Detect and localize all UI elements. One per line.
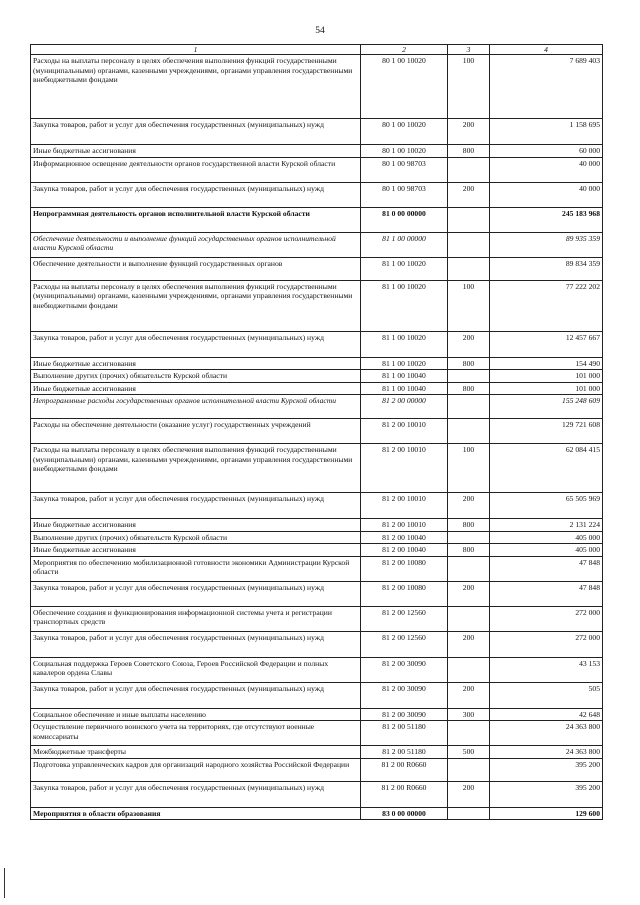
row-type	[448, 556, 490, 581]
row-amount: 62 084 415	[490, 444, 603, 493]
row-amount: 24 363 800	[490, 721, 603, 746]
row-code: 81 1 00 00000	[361, 232, 448, 257]
row-name: Иные бюджетные ассигнования	[31, 382, 361, 394]
row-type	[448, 606, 490, 631]
row-type: 800	[448, 145, 490, 157]
row-code: 81 2 00 51180	[361, 721, 448, 746]
header-col-3: 3	[448, 45, 490, 55]
table-row	[31, 758, 603, 781]
row-amount: 2 131 224	[490, 519, 603, 531]
row-amount: 60 000	[490, 145, 603, 157]
row-name: Иные бюджетные ассигнования	[31, 519, 361, 531]
row-type	[448, 758, 490, 781]
row-type	[448, 207, 490, 232]
row-name: Закупка товаров, работ и услуг для обеспечения государственных (муниципальных) нужд	[31, 581, 361, 606]
table-row	[31, 581, 603, 606]
row-name: Обеспечение деятельности и выполнение функций государственных органов	[31, 257, 361, 280]
row-type: 800	[448, 357, 490, 369]
row-amount: 129 600	[490, 807, 603, 819]
row-type: 200	[448, 631, 490, 657]
row-code: 80 1 00 98703	[361, 157, 448, 182]
row-type: 200	[448, 581, 490, 606]
table-row	[31, 781, 603, 807]
row-code: 81 2 00 30090	[361, 708, 448, 720]
table-body	[31, 55, 603, 820]
row-amount: 40 000	[490, 157, 603, 182]
header-col-4: 4	[490, 45, 603, 55]
row-amount: 405 000	[490, 531, 603, 543]
row-code: 81 2 00 30090	[361, 682, 448, 708]
row-code: 81 2 00 10010	[361, 519, 448, 531]
row-name: Выполнение других (прочих) обязательств Курской области	[31, 370, 361, 382]
row-type	[448, 419, 490, 444]
table-header-row	[31, 45, 603, 55]
row-name: Обеспечение деятельности и выполнение функций государственных органов исполнительной власти Курской области	[31, 232, 361, 257]
row-code: 81 2 00 10040	[361, 531, 448, 543]
row-type	[448, 657, 490, 682]
row-code: 81 1 00 10020	[361, 280, 448, 331]
row-amount: 395 200	[490, 781, 603, 807]
row-type: 800	[448, 519, 490, 531]
row-type: 200	[448, 493, 490, 519]
header-col-2: 2	[361, 45, 448, 55]
row-code: 80 1 00 10020	[361, 55, 448, 119]
row-amount: 47 848	[490, 556, 603, 581]
row-type	[448, 721, 490, 746]
table-row	[31, 395, 603, 419]
row-amount: 42 648	[490, 708, 603, 720]
row-amount: 101 000	[490, 370, 603, 382]
row-code: 81 1 00 10020	[361, 331, 448, 357]
table-row	[31, 657, 603, 682]
margin-mark	[4, 868, 5, 898]
table-row	[31, 631, 603, 657]
row-type: 100	[448, 280, 490, 331]
row-amount: 40 000	[490, 182, 603, 207]
row-amount: 272 000	[490, 631, 603, 657]
row-type: 100	[448, 444, 490, 493]
row-code: 81 2 00 10010	[361, 419, 448, 444]
row-name: Информационное освещение деятельности органов государственной власти Курской области	[31, 157, 361, 182]
table-row	[31, 157, 603, 182]
table-row	[31, 232, 603, 257]
row-name: Закупка товаров, работ и услуг для обеспечения государственных (муниципальных) нужд	[31, 631, 361, 657]
table-row	[31, 357, 603, 369]
row-name: Выполнение других (прочих) обязательств Курской области	[31, 531, 361, 543]
row-code: 81 2 00 10080	[361, 556, 448, 581]
row-type	[448, 257, 490, 280]
row-amount: 43 153	[490, 657, 603, 682]
row-type: 100	[448, 55, 490, 119]
table-row	[31, 280, 603, 331]
row-code: 80 1 00 10020	[361, 145, 448, 157]
row-name: Непрограммная деятельность органов исполнительной власти Курской области	[31, 207, 361, 232]
row-amount: 7 689 403	[490, 55, 603, 119]
row-name: Осуществление первичного воинского учета на территориях, где отсутствуют военные комиссариаты	[31, 721, 361, 746]
row-code: 81 2 00 30090	[361, 657, 448, 682]
row-amount: 24 363 800	[490, 746, 603, 758]
table-row	[31, 207, 603, 232]
row-amount: 12 457 667	[490, 331, 603, 357]
row-amount: 129 721 608	[490, 419, 603, 444]
table-row	[31, 531, 603, 543]
row-type: 200	[448, 331, 490, 357]
row-name: Закупка товаров, работ и услуг для обеспечения государственных (муниципальных) нужд	[31, 182, 361, 207]
row-amount: 77 222 202	[490, 280, 603, 331]
row-name: Иные бюджетные ассигнования	[31, 145, 361, 157]
row-code: 81 1 00 10020	[361, 257, 448, 280]
row-name: Закупка товаров, работ и услуг для обеспечения государственных (муниципальных) нужд	[31, 119, 361, 145]
row-name: Обеспечение создания и функционирования информационной системы учета и регистрации транспортных средств	[31, 606, 361, 631]
row-name: Расходы на выплаты персоналу в целях обеспечения выполнения функций государственными (муниципальными) органами, казенными учреждениями, органами управления государственными внебюджетными фондами	[31, 280, 361, 331]
table-row	[31, 382, 603, 394]
row-code: 81 0 00 00000	[361, 207, 448, 232]
table-row	[31, 544, 603, 556]
row-code: 81 1 00 10040	[361, 370, 448, 382]
row-code: 81 2 00 00000	[361, 395, 448, 419]
table-row	[31, 145, 603, 157]
row-code: 81 2 00 10010	[361, 444, 448, 493]
row-type	[448, 531, 490, 543]
row-name: Межбюджетные трансферты	[31, 746, 361, 758]
header-col-1: 1	[31, 45, 361, 55]
row-amount: 89 935 359	[490, 232, 603, 257]
table-row	[31, 493, 603, 519]
table-row	[31, 419, 603, 444]
row-type: 200	[448, 781, 490, 807]
row-name: Мероприятия по обеспечению мобилизационной готовности экономики Администрации Курской области	[31, 556, 361, 581]
row-name: Расходы на обеспечение деятельности (оказание услуг) государственных учреждений	[31, 419, 361, 444]
row-amount: 505	[490, 682, 603, 708]
row-name: Иные бюджетные ассигнования	[31, 357, 361, 369]
table-row	[31, 257, 603, 280]
row-type: 200	[448, 119, 490, 145]
row-type: 800	[448, 382, 490, 394]
row-name: Закупка товаров, работ и услуг для обеспечения государственных (муниципальных) нужд	[31, 682, 361, 708]
table-row	[31, 556, 603, 581]
row-amount: 65 505 969	[490, 493, 603, 519]
row-type	[448, 395, 490, 419]
row-type: 200	[448, 682, 490, 708]
row-name: Расходы на выплаты персоналу в целях обеспечения выполнения функций государственными (муниципальными) органами, казенными учреждениями, органами управления государственными внебюджетными фондами	[31, 55, 361, 119]
table-row	[31, 746, 603, 758]
row-name: Мероприятия в области образования	[31, 807, 361, 819]
row-amount: 101 000	[490, 382, 603, 394]
row-code: 80 1 00 10020	[361, 119, 448, 145]
table-row	[31, 444, 603, 493]
table-row	[31, 606, 603, 631]
budget-table	[30, 44, 603, 820]
row-code: 81 2 00 10040	[361, 544, 448, 556]
table-row	[31, 182, 603, 207]
table-row	[31, 119, 603, 145]
row-amount: 395 200	[490, 758, 603, 781]
row-type: 800	[448, 544, 490, 556]
row-code: 81 2 00 12560	[361, 631, 448, 657]
row-amount: 272 000	[490, 606, 603, 631]
page-number: 54	[315, 26, 325, 36]
row-type	[448, 157, 490, 182]
row-amount: 47 848	[490, 581, 603, 606]
table-row	[31, 55, 603, 119]
row-code: 80 1 00 98703	[361, 182, 448, 207]
row-amount: 245 183 968	[490, 207, 603, 232]
row-amount: 89 834 359	[490, 257, 603, 280]
row-code: 83 0 00 00000	[361, 807, 448, 819]
row-code: 81 2 00 10010	[361, 493, 448, 519]
row-name: Непрограммные расходы государственных органов исполнительной власти Курской области	[31, 395, 361, 419]
row-code: 81 2 00 51180	[361, 746, 448, 758]
table-row	[31, 370, 603, 382]
row-name: Социальная поддержка Героев Советского Союза, Героев Российской Федерации и полных кавалеров ордена Славы	[31, 657, 361, 682]
table-row	[31, 708, 603, 720]
row-name: Подготовка управленческих кадров для организаций народного хозяйства Российской Федерации	[31, 758, 361, 781]
row-name: Расходы на выплаты персоналу в целях обеспечения выполнения функций государственными (муниципальными) органами, казенными учреждениями, органами управления государственными внебюджетными фондами	[31, 444, 361, 493]
row-name: Закупка товаров, работ и услуг для обеспечения государственных (муниципальных) нужд	[31, 781, 361, 807]
table-row	[31, 519, 603, 531]
table-row	[31, 807, 603, 819]
row-name: Закупка товаров, работ и услуг для обеспечения государственных (муниципальных) нужд	[31, 331, 361, 357]
row-type: 500	[448, 746, 490, 758]
row-amount: 1 158 695	[490, 119, 603, 145]
row-type	[448, 370, 490, 382]
table-row	[31, 331, 603, 357]
row-type: 200	[448, 182, 490, 207]
row-type	[448, 232, 490, 257]
row-code: 81 2 00 R0660	[361, 758, 448, 781]
row-code: 81 1 00 10040	[361, 382, 448, 394]
row-code: 81 2 00 12560	[361, 606, 448, 631]
row-name: Иные бюджетные ассигнования	[31, 544, 361, 556]
row-type	[448, 807, 490, 819]
table-row	[31, 721, 603, 746]
row-code: 81 2 00 10080	[361, 581, 448, 606]
row-amount: 155 248 609	[490, 395, 603, 419]
row-type: 300	[448, 708, 490, 720]
row-name: Социальное обеспечение и иные выплаты населению	[31, 708, 361, 720]
row-name: Закупка товаров, работ и услуг для обеспечения государственных (муниципальных) нужд	[31, 493, 361, 519]
row-amount: 154 490	[490, 357, 603, 369]
table-row	[31, 682, 603, 708]
row-code: 81 2 00 R0660	[361, 781, 448, 807]
row-code: 81 1 00 10020	[361, 357, 448, 369]
row-amount: 405 000	[490, 544, 603, 556]
